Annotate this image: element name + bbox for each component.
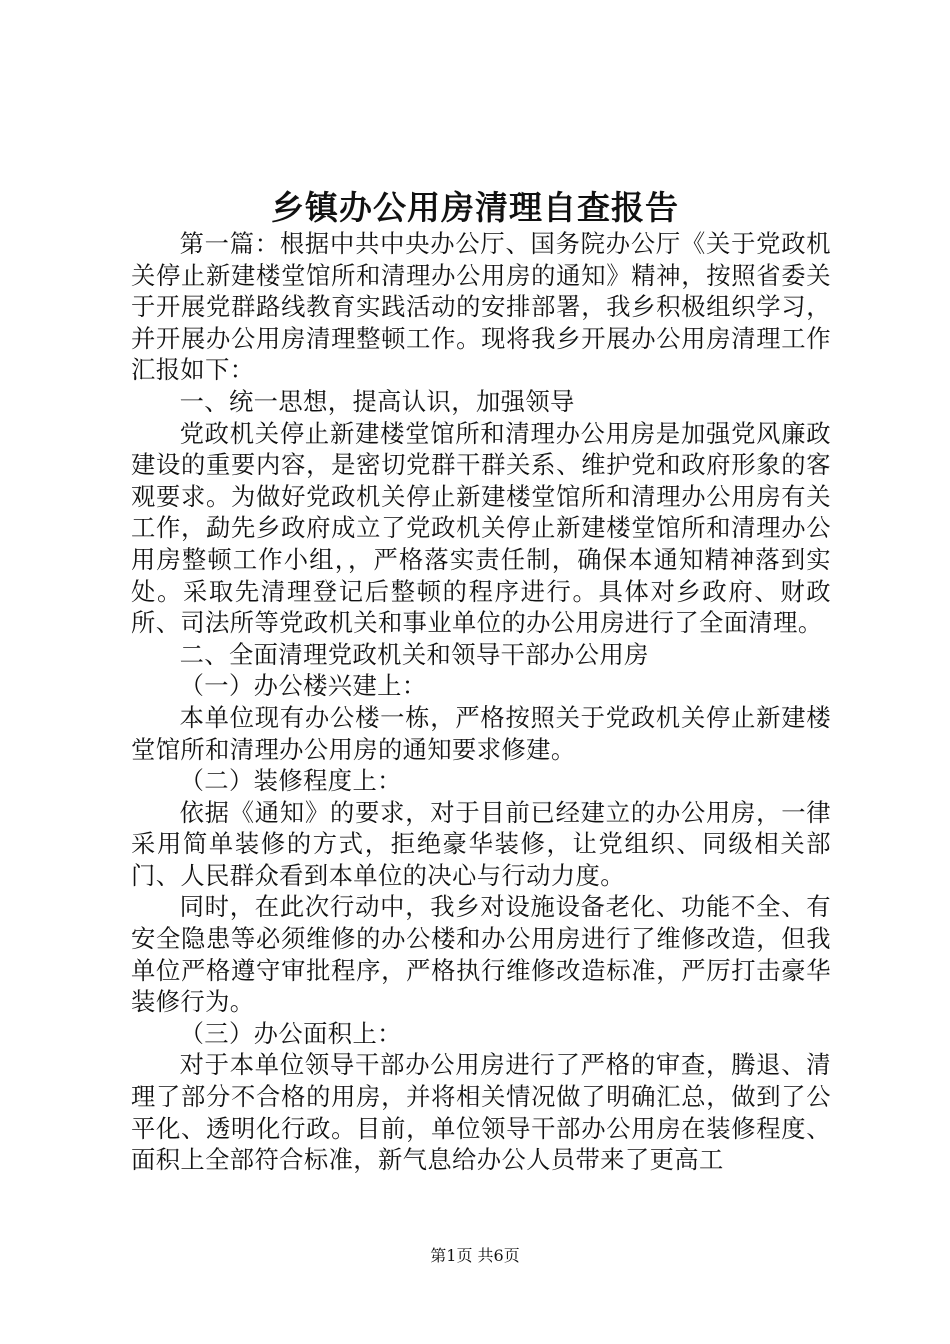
- paragraph-subsection-2a: 依据《通知》的要求，对于目前已经建立的办公用房，一律采用简单装修的方式，拒绝豪华装修，让党组织、同级相关部门、人民群众看到本单位的决心与行动力度。: [131, 797, 831, 890]
- section-heading-2: 二、全面清理党政机关和领导干部办公用房: [179, 639, 649, 669]
- document-title: 乡镇办公用房清理自查报告: [271, 188, 679, 227]
- section-heading-1: 一、统一思想，提高认识，加强领导: [179, 386, 575, 416]
- paragraph-section-1: 党政机关停止新建楼堂馆所和清理办公用房是加强党风廉政建设的重要内容，是密切党群干群关系、维护党和政府形象的客观要求。为做好党政机关停止新建楼堂馆所和清理办公用房有关工作，勐先乡政府成立了党政机关停止新建楼堂馆所和清理办公用房整顿工作小组，，严格落实责任制，确保本通知精神落到实处。采取先清理登记后整顿的程序进行。具体对乡政府、财政所、司法所等党政机关和事业单位的办公用房进行了全面清理。: [131, 418, 831, 638]
- subsection-heading-1: （一）办公楼兴建上：: [179, 671, 427, 701]
- page-footer: 第1页 共6页: [430, 1246, 520, 1265]
- paragraph-subsection-2b: 同时，在此次行动中，我乡对设施设备老化、功能不全、有安全隐患等必须维修的办公楼和办公用房进行了维修改造，但我单位严格遵守审批程序，严格执行维修改造标准，严厉打击豪华装修行为。: [131, 892, 831, 1017]
- subsection-heading-2: （二）装修程度上：: [179, 766, 402, 796]
- subsection-heading-3: （三）办公面积上：: [179, 1018, 402, 1048]
- paragraph-intro: 第一篇：根据中共中央办公厅、国务院办公厅《关于党政机关停止新建楼堂馆所和清理办公用房的通知》精神，按照省委关于开展党群路线教育实践活动的安排部署，我乡积极组织学习，并开展办公用房清理整顿工作。现将我乡开展办公用房清理工作汇报如下：: [131, 229, 831, 385]
- document-body: [131, 228, 831, 1176]
- paragraph-subsection-1: 本单位现有办公楼一栋，严格按照关于党政机关停止新建楼堂馆所和清理办公用房的通知要求修建。: [131, 702, 831, 764]
- paragraph-subsection-3: 对于本单位领导干部办公用房进行了严格的审查，腾退、清理了部分不合格的用房，并将相关情况做了明确汇总，做到了公平化、透明化行政。目前，单位领导干部办公用房在装修程度、面积上全部符合标准，新气息给办公人员带来了更高工: [131, 1050, 831, 1175]
